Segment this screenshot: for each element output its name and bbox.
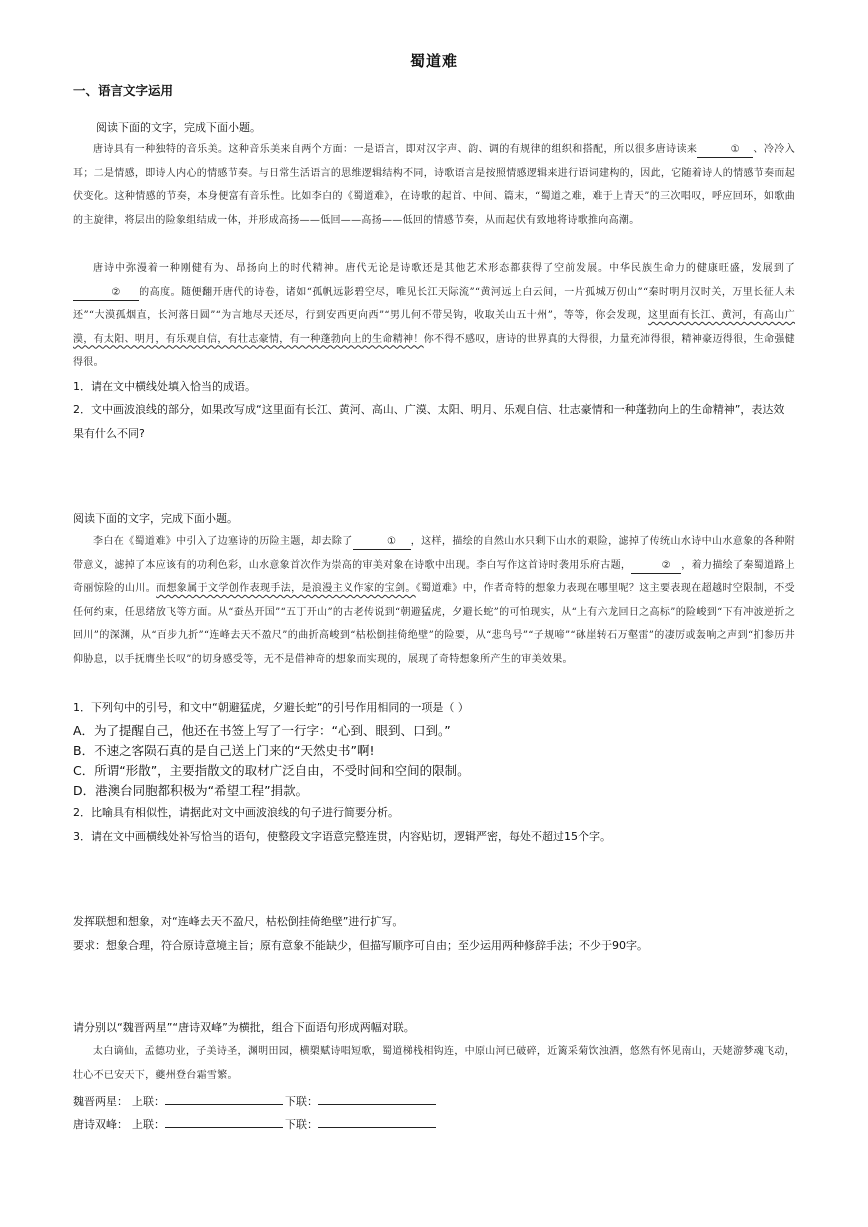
row-label: 魏晋两星： — [73, 1095, 128, 1108]
blank-2: ② — [73, 286, 139, 301]
option-a: A．为了提醒自己，他还在书签上写了一行字：“心到、眼到、口到。” — [73, 723, 451, 738]
passage1-paragraph2: 唐诗中弥漫着一种刚健有为、昂扬向上的时代精神。唐代无论是诗歌还是其他艺术形态都获得了空前发展。中华民族生命力的健康旺盛，发展到了② 的高度。随便翻开唐代的诗卷，诸如“孤帆远影碧空尽，唯见长江天际流”“黄河远上白云间，一片孤城万仞山”“秦时明月汉时关，万里长征人未还”“大漠孤烟直，长河落日圆”“为言地尽天还尽，行到安西更向西”“男儿何不带吴钩，收取关山五十州”，等等，你会发现，这里面有长江、黄河，有高山广漠，有太阳、明月，有乐观自信，有壮志豪情，有一种蓬勃向上的生命精神！你不得不感叹，唐诗的世界真的大得很，力量充沛得很，精神豪迈得很，生命强健得很。 — [73, 263, 796, 368]
upper-answer-line[interactable] — [165, 1114, 283, 1128]
passage2-question-1: 1．下列句中的引号，和文中“朝避猛虎，夕避长蛇”的引号作用相同的一项是（ ） — [73, 701, 469, 714]
option-c: C．所谓“形散”，主要指散文的取材广泛自由，不受时间和空间的限制。 — [73, 763, 470, 778]
option-b: B．不速之客陨石真的是自己送上门来的“天然史书”啊! — [73, 743, 375, 758]
passage2-question-2: 2．比喻具有相似性，请据此对文中画波浪线的句子进行简要分析。 — [73, 806, 399, 819]
lower-label: 下联： — [285, 1118, 318, 1131]
option-d: D．港澳台同胞都积极为“希望工程”捐款。 — [73, 783, 309, 798]
lower-label: 下联： — [285, 1095, 318, 1108]
upper-label: 上联： — [132, 1095, 165, 1108]
upper-label: 上联： — [132, 1118, 165, 1131]
couplet-source-lines: 太白谪仙，孟德功业，子美诗圣，渊明田园，横槊赋诗唱短歌，蜀道梯栈相钩连，中原山河已破碎，近篱采菊饮浊酒，悠然有怀见南山，天姥游梦魂飞动，壮心不已安天下，夔州登台霜雪繁。 — [73, 1046, 795, 1081]
question-1: 1．请在文中横线处填入恰当的成语。 — [73, 380, 256, 393]
blank-1: ① — [697, 143, 753, 158]
couplet-row-2 — [73, 1113, 795, 1136]
passage1-instruction: 阅读下面的文字，完成下面小题。 — [96, 121, 261, 134]
question-2: 2．文中画波浪线的部分，如果改写成“这里面有长江、黄河、高山、广漠、太阳、明月、乐观自信、壮志豪情和一种蓬勃向上的生命精神”，表达效果有什么不同? — [73, 403, 785, 440]
page-title: 蜀道难 — [409, 52, 458, 70]
couplet-instruction: 请分别以“魏晋两星”“唐诗双峰”为横批，组合下面语句形成两幅对联。 — [73, 1021, 415, 1034]
lower-answer-line[interactable] — [318, 1114, 436, 1128]
passage1-paragraph1: 唐诗具有一种独特的音乐美。这种音乐美来自两个方面：一是语言，即对汉字声、韵、调的有规律的组织和搭配，所以很多唐诗读来 ① 、冷冷入耳；二是情感，即诗人内心的情感节奏。与日常生活语言的思维逻辑结构不同，诗歌语言是按照情感逻辑来进行语词建构的，因此，它随着诗人的情感节奏而起伏变化。这种情感的节奏，本身便富有音乐性。比如李白的《蜀道难》，在诗歌的起首、中间、篇末，“蜀道之难，难于上青天”的三次唱叹，呼应回环，如歌曲的主旋律，将层出的险象组结成一体，并形成高扬——低回——高扬——低回的情感节奏，从而起伏有致地将诗歌推向高潮。 — [73, 144, 795, 226]
passage2-question-3: 3．请在文中画横线处补写恰当的语句，使整段文字语意完整连贯，内容贴切，逻辑严密，每处不超过15个字。 — [73, 830, 611, 843]
wavy-underlined-text: 而想象属于文学创作表现手法，是浪漫主义作家的宝剑。 — [156, 583, 416, 594]
lower-answer-line[interactable] — [318, 1091, 436, 1105]
wavy-underlined-text: 这里面有长江、黄河，有高山广漠，有太阳、明月，有乐观自信，有壮志豪情，有一种蓬勃向上的生命精神！ — [73, 310, 796, 345]
passage2-instruction: 阅读下面的文字，完成下面小题。 — [73, 512, 238, 525]
passage2-paragraph: 李白在《蜀道难》中引入了边塞诗的历险主题，却去除了 ① ，这样，描绘的自然山水只剩下山水的艰险，滤掉了传统山水诗中山水意象的各种附带意义，滤掉了本应该有的功利色彩，山水意象首次作为崇高的审美对象在诗歌中出现。李白写作这首诗时袭用乐府古题， ② ，着力描绘了秦蜀道路上奇丽惊险的山川。而想象属于文学创作表现手法，是浪漫主义作家的宝剑。《蜀道难》中，作者奇特的想象力表现在哪里呢？这主要表现在超越时空限制，不受任何约束，任思绪放飞等方面。从“蚕丛开国”“五丁开山”的古老传说到“朝避猛虎，夕避长蛇”的可怕现实，从“上有六龙回日之高标”的险峻到“下有冲波逆折之回川”的深渊，从“百步九折”“连峰去天不盈尺”的曲折高峻到“枯松倒挂倚绝壁”的险要，从“悲鸟号”“子规啼”“砯崖转石万壑雷”的凄厉或轰响之声到“扪参历井仰胁息，以手抚膺坐长叹”的切身感受等，无不是借神奇的想象而实现的，展现了奇特想象所产生的审美效果。 — [73, 536, 796, 665]
blank-2: ② — [631, 559, 681, 574]
blank-1: ① — [353, 535, 411, 550]
row-label: 唐诗双峰： — [73, 1118, 128, 1131]
couplet-row-1 — [73, 1090, 795, 1113]
upper-answer-line[interactable] — [165, 1091, 283, 1105]
expansion-requirements: 要求：想象合理，符合原诗意境主旨；原有意象不能缺少，但描写顺序可自由；至少运用两种修辞手法；不少于90字。 — [73, 939, 648, 952]
section-heading: 一、语言文字运用 — [73, 83, 174, 98]
expansion-task: 发挥联想和想象，对“连峰去天不盈尺，枯松倒挂倚绝壁”进行扩写。 — [73, 915, 404, 928]
